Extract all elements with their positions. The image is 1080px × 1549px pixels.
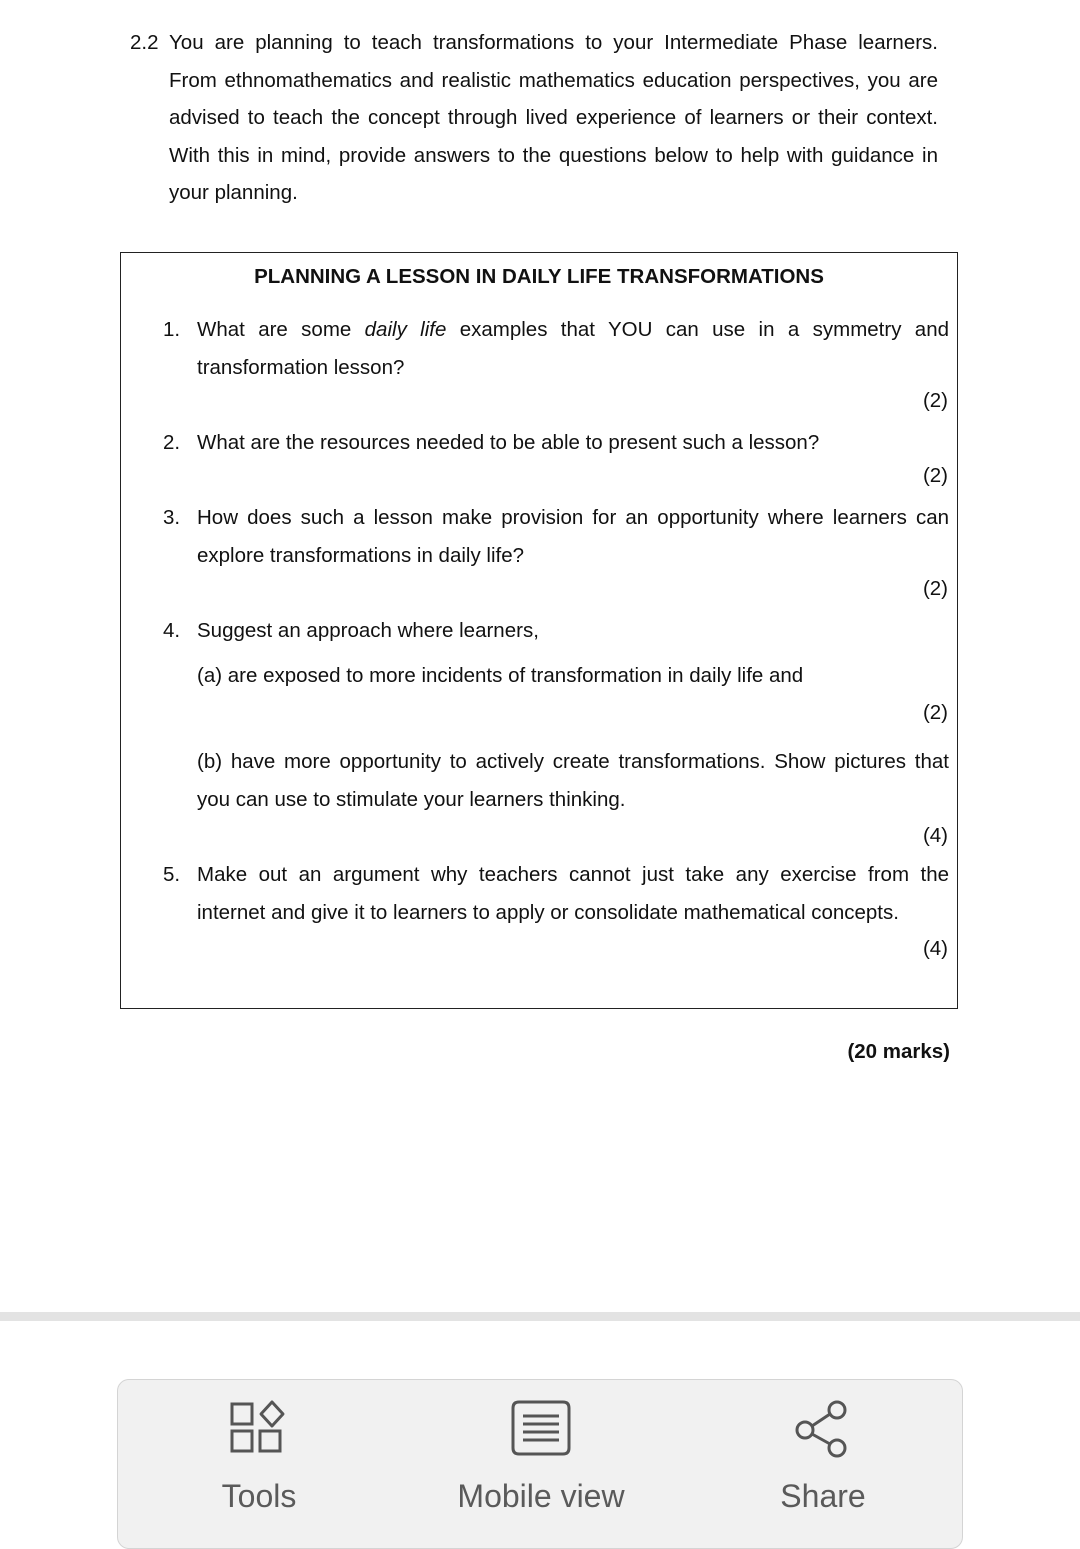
question-3	[163, 499, 949, 574]
question-1-mark: (2)	[922, 389, 948, 412]
question-1-text-start: What are some	[197, 318, 365, 341]
question-5	[163, 856, 949, 931]
share-button[interactable]	[713, 1398, 933, 1515]
question-4b-text: (b) have more opportunity to actively create transformations. Show pictures that you can use to stimulate your learners thinking.	[197, 750, 949, 811]
page-divider	[0, 1312, 1080, 1321]
question-2-number: 2.	[163, 431, 181, 454]
question-1-number: 1.	[163, 318, 181, 341]
question-5-number: 5.	[163, 863, 181, 886]
question-2-text: What are the resources needed to be able to present such a lesson?	[197, 431, 820, 454]
lesson-planning-box	[120, 252, 958, 1009]
question-number: 2.2	[130, 31, 159, 54]
share-icon	[791, 1398, 855, 1458]
total-marks: (20 marks)	[847, 1040, 950, 1063]
mobile-view-label: Mobile view	[457, 1478, 625, 1514]
bottom-toolbar	[117, 1379, 963, 1549]
question-1-emphasis: daily life	[364, 318, 447, 341]
tools-label: Tools	[221, 1478, 297, 1514]
question-4b-mark: (4)	[922, 824, 948, 847]
box-title: PLANNING A LESSON IN DAILY LIFE TRANSFORMATIONS	[254, 265, 824, 288]
question-3-number: 3.	[163, 506, 181, 529]
question-4-number: 4.	[163, 619, 181, 642]
tools-button[interactable]	[149, 1398, 369, 1515]
tools-icon	[227, 1398, 291, 1458]
question-1-text-end: examples that YOU can use in a symmetry and transformation lesson?	[197, 318, 949, 379]
question-1-text	[197, 311, 949, 386]
question-3-text: How does such a lesson make provision for an opportunity where learners can explore transformations in daily life?	[197, 506, 949, 567]
question-4a-text: (a) are exposed to more incidents of transformation in daily life and	[197, 664, 804, 687]
question-5-mark: (4)	[922, 937, 948, 960]
mobile-view-icon	[509, 1398, 573, 1458]
question-4a-mark: (2)	[922, 701, 948, 724]
question-1	[163, 311, 949, 386]
question-4	[163, 612, 949, 650]
share-label: Share	[780, 1478, 866, 1514]
question-2	[163, 424, 949, 462]
question-5-text: Make out an argument why teachers cannot just take any exercise from the internet and give it to learners to apply or consolidate mathematical concepts.	[197, 863, 949, 924]
question-4-text: Suggest an approach where learners,	[197, 619, 539, 642]
question-intro-text: You are planning to teach transformations to your Intermediate Phase learners. From ethnomathematics and realistic mathematics education perspectives, you are advised to teach the concept through lived experience of learners or their context. With this in mind, provide answers to the questions below to help with guidance in your planning.	[169, 31, 938, 204]
question-2-mark: (2)	[922, 464, 948, 487]
question-3-mark: (2)	[922, 577, 948, 600]
question-intro	[130, 24, 938, 212]
mobile-view-button[interactable]	[431, 1398, 651, 1515]
